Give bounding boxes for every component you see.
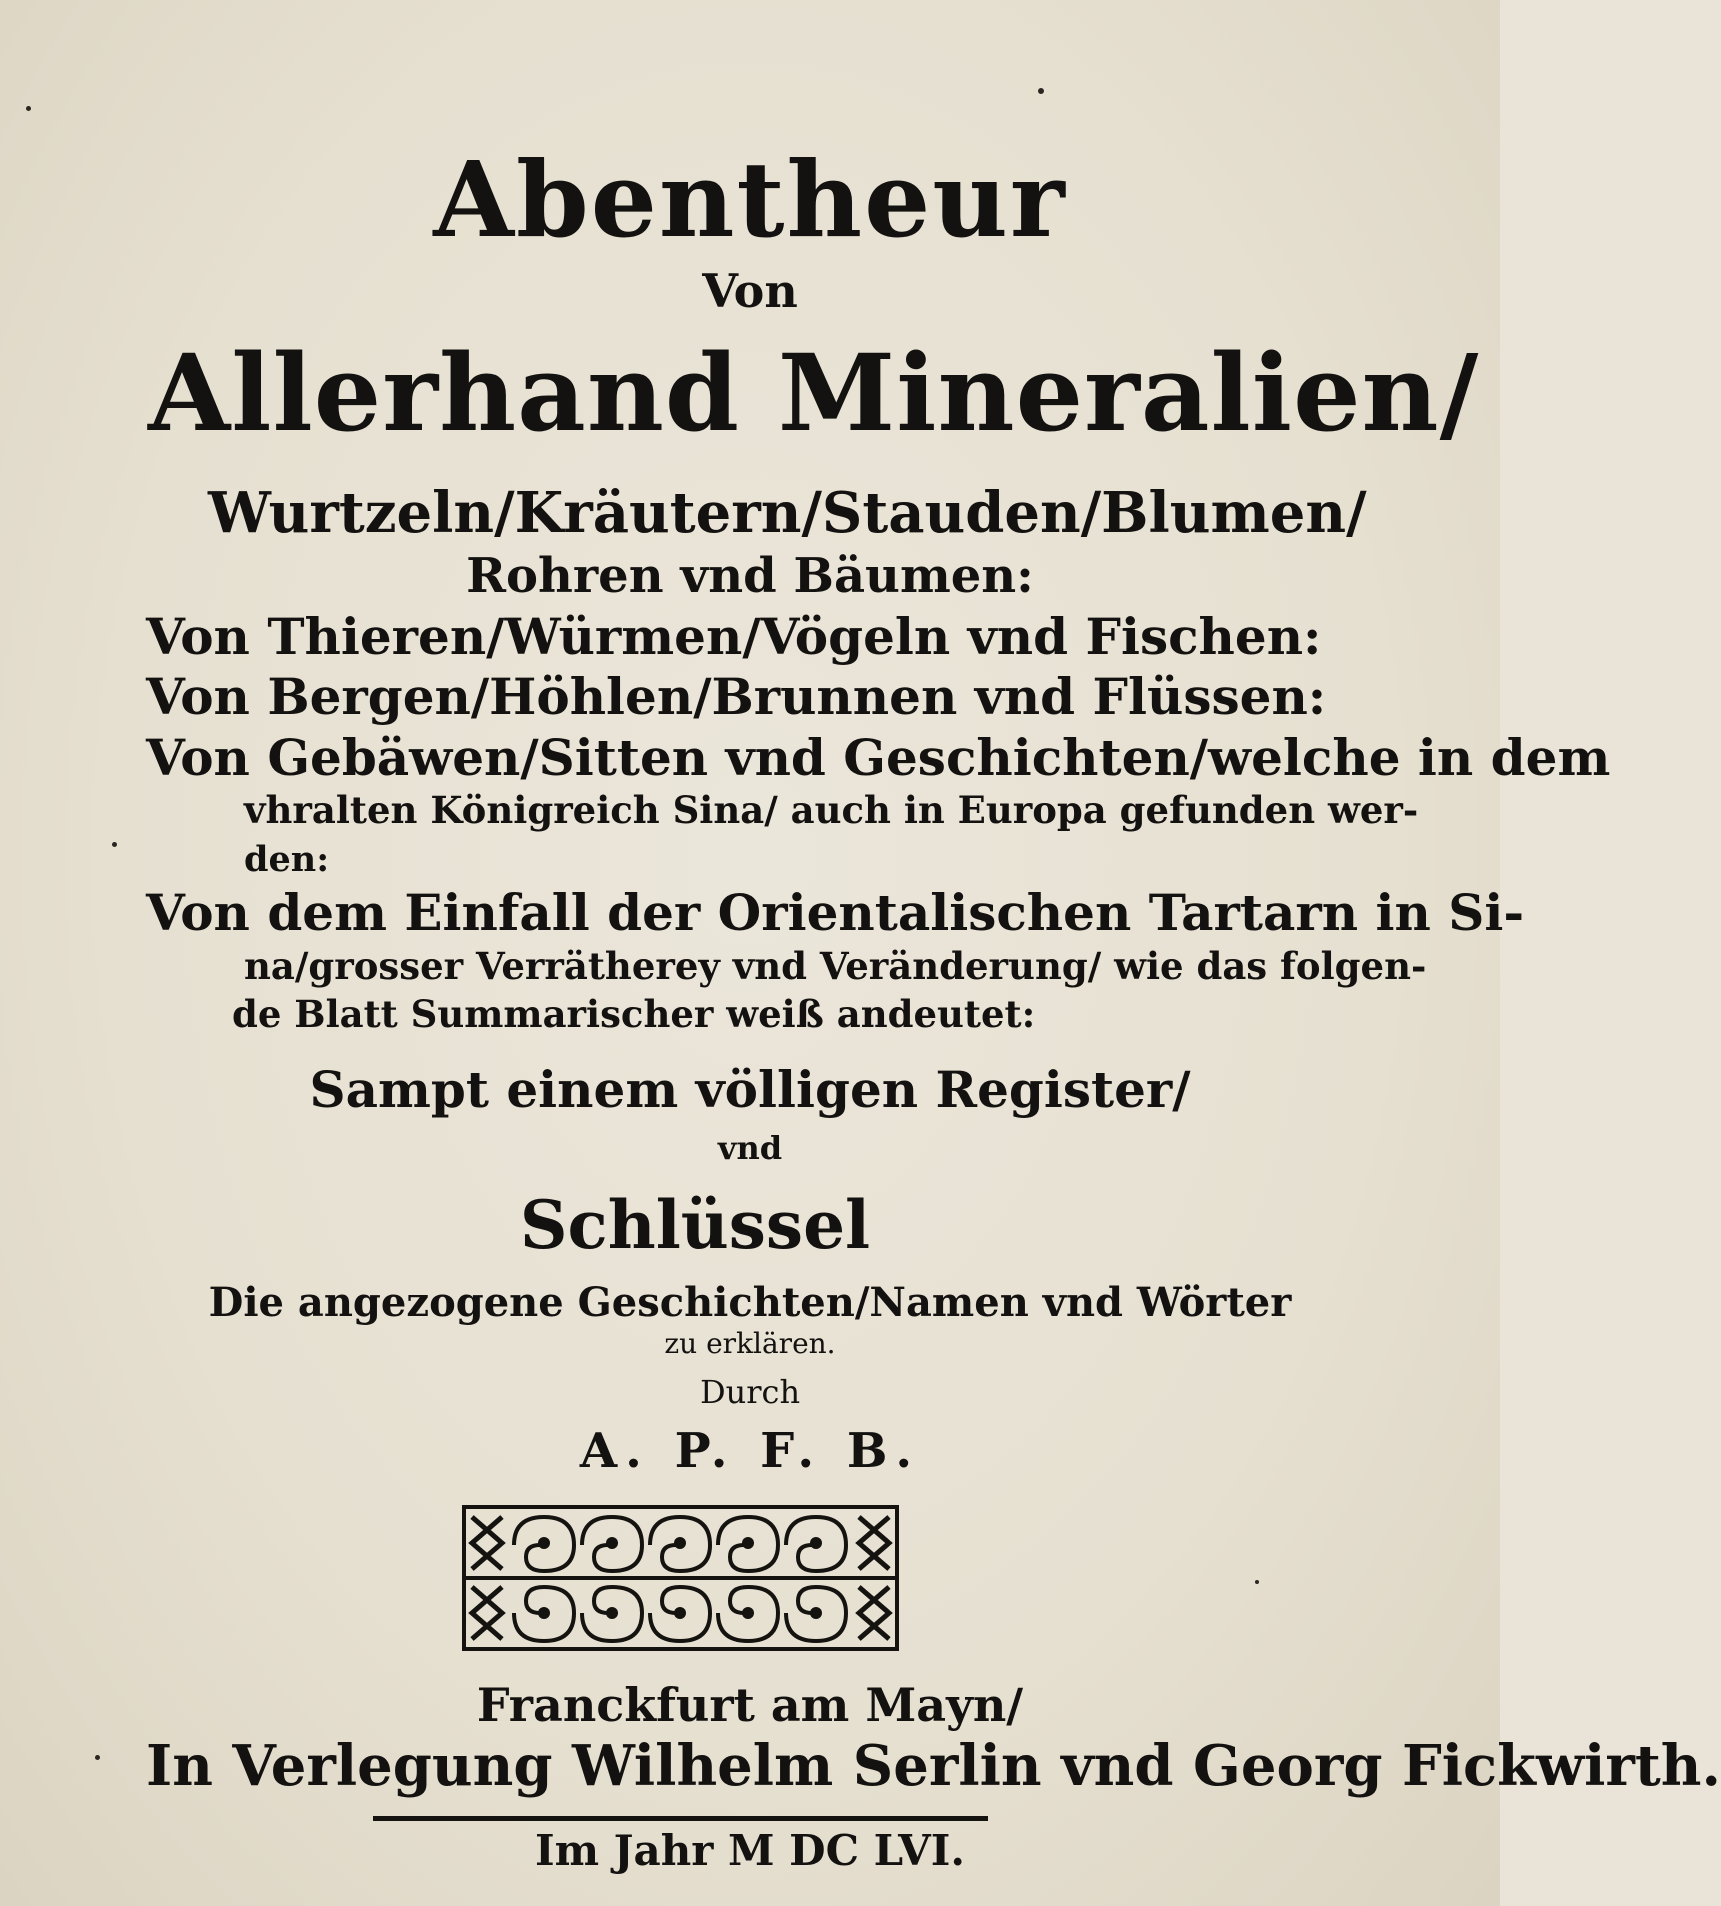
paper-speck (95, 1755, 100, 1760)
publisher-line: In Verlegung Wilhelm Serlin vnd Georg Fickwirth. (146, 1733, 1721, 1799)
description-line-6: vhralten Königreich Sina/ auch in Europa gefunden wer- (244, 788, 1419, 832)
connector-vnd: vnd (717, 1129, 783, 1167)
author-prefix-durch: Durch (699, 1373, 801, 1411)
divider-rule (373, 1816, 988, 1821)
register-line: Sampt einem völligen Register/ (309, 1060, 1191, 1119)
title-connector-von: Von (702, 264, 798, 318)
publication-place: Franckfurt am Mayn/ (476, 1678, 1024, 1732)
paper-speck (112, 842, 117, 847)
explanation-line-2: zu erklären. (664, 1327, 836, 1360)
paper-speck (26, 106, 31, 111)
description-line-3: Von Thieren/Würmen/Vögeln vnd Fischen: (146, 607, 1322, 666)
description-line-10: de Blatt Summarischer weiß andeutet: (232, 992, 1036, 1036)
explanation-line-1: Die angezogene Geschichten/Namen vnd Wörter (208, 1279, 1292, 1326)
description-line-4: Von Bergen/Höhlen/Brunnen vnd Flüssen: (146, 667, 1327, 726)
description-line-5: Von Gebäwen/Sitten vnd Geschichten/welche in dem (146, 728, 1611, 787)
publication-date: Im Jahr M DC LVI. (534, 1826, 966, 1875)
author-initials: A. P. F. B. (579, 1423, 921, 1479)
description-line-9: na/grosser Verrätherey vnd Veränderung/ wie das folgen- (244, 944, 1427, 988)
description-line-7: den: (244, 839, 330, 880)
paper-speck (1038, 88, 1044, 94)
ornament-woodcut-icon (462, 1505, 899, 1651)
book-subtitle: Allerhand Mineralien/ (148, 330, 1480, 455)
description-line-8: Von dem Einfall der Orientalischen Tartarn in Si- (146, 883, 1525, 942)
schluessel-heading: Schlüssel (519, 1186, 871, 1264)
paper-speck (1255, 1580, 1259, 1584)
book-title: Abentheur (433, 138, 1067, 261)
description-line-2: Rohren vnd Bäumen: (466, 548, 1034, 604)
description-line-1: Wurtzeln/Kräutern/Stauden/Blumen/ (208, 480, 1367, 546)
